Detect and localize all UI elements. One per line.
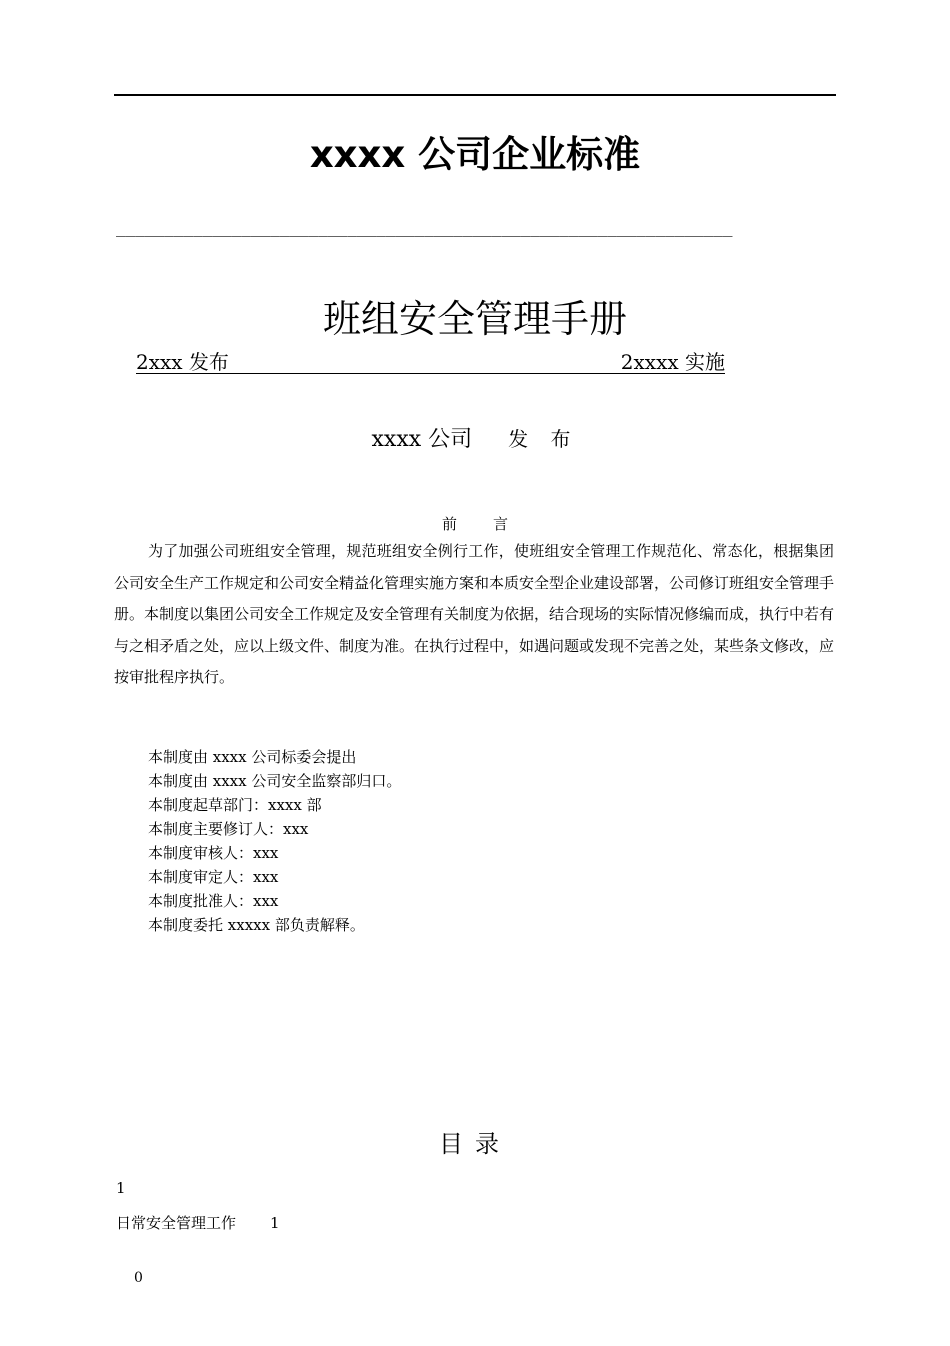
publish-date: 2xxx 发布: [136, 350, 229, 374]
toc-number: 1: [116, 1179, 126, 1197]
info-line-main-reviser: 本制度主要修订人：xxx: [148, 820, 309, 838]
toc-entry-label: 日常安全管理工作: [116, 1214, 237, 1232]
page-number: 0: [134, 1270, 143, 1286]
header-top-rule: [114, 94, 836, 96]
publish-implement-row: [136, 346, 725, 374]
info-line-reviewer: 本制度审核人：xxx: [148, 844, 279, 862]
info-line-drafting-dept: 本制度起草部门：xxxx 部: [148, 796, 322, 814]
issuer-action: 发 布: [508, 427, 579, 451]
header-dash-line: ________________________________________________________________: [116, 218, 733, 237]
foreword-title-right: 言: [493, 515, 509, 533]
foreword-body: 为了加强公司班组安全管理，规范班组安全例行工作，使班组安全管理工作规范化、常态化，根据集团公司安全生产工作规定和公司安全精益化管理实施方案和本质安全型企业建设部署，公司修订班组安全管理手册。本制度以集团公司安全工作规定及安全管理有关制度为依据，结合现场的实际情况修编而成，执行中若有与之相矛盾之处，应以上级文件、制度为准。在执行过程中，如遇问题或发现不完善之处，某些条文修改，应按审批程序执行。: [114, 542, 835, 686]
info-line-approver-final: 本制度审定人：xxx: [148, 868, 279, 886]
info-line-proposer: 本制度由 xxxx 公司标委会提出: [148, 748, 357, 766]
toc-title: 目录: [439, 1130, 511, 1158]
info-line-administrator: 本制度由 xxxx 公司安全监察部归口。: [148, 772, 402, 790]
foreword-title: [0, 513, 950, 534]
info-line-ratifier: 本制度批准人：xxx: [148, 892, 279, 910]
foreword-title-left: 前: [441, 515, 457, 533]
issuer-company: xxxx 公司: [371, 427, 473, 452]
info-line-interpreter: 本制度委托 xxxxx 部负责解释。: [148, 916, 365, 934]
issuer-line: [0, 422, 950, 453]
toc-entry[interactable]: [116, 1212, 280, 1233]
document-title: 班组安全管理手册: [322, 297, 627, 341]
toc-entry-page: 1: [270, 1214, 280, 1232]
implement-date: 2xxxx 实施: [620, 350, 725, 374]
standard-title: xxxx 公司企业标准: [309, 133, 641, 176]
document-info-list: [148, 745, 401, 937]
